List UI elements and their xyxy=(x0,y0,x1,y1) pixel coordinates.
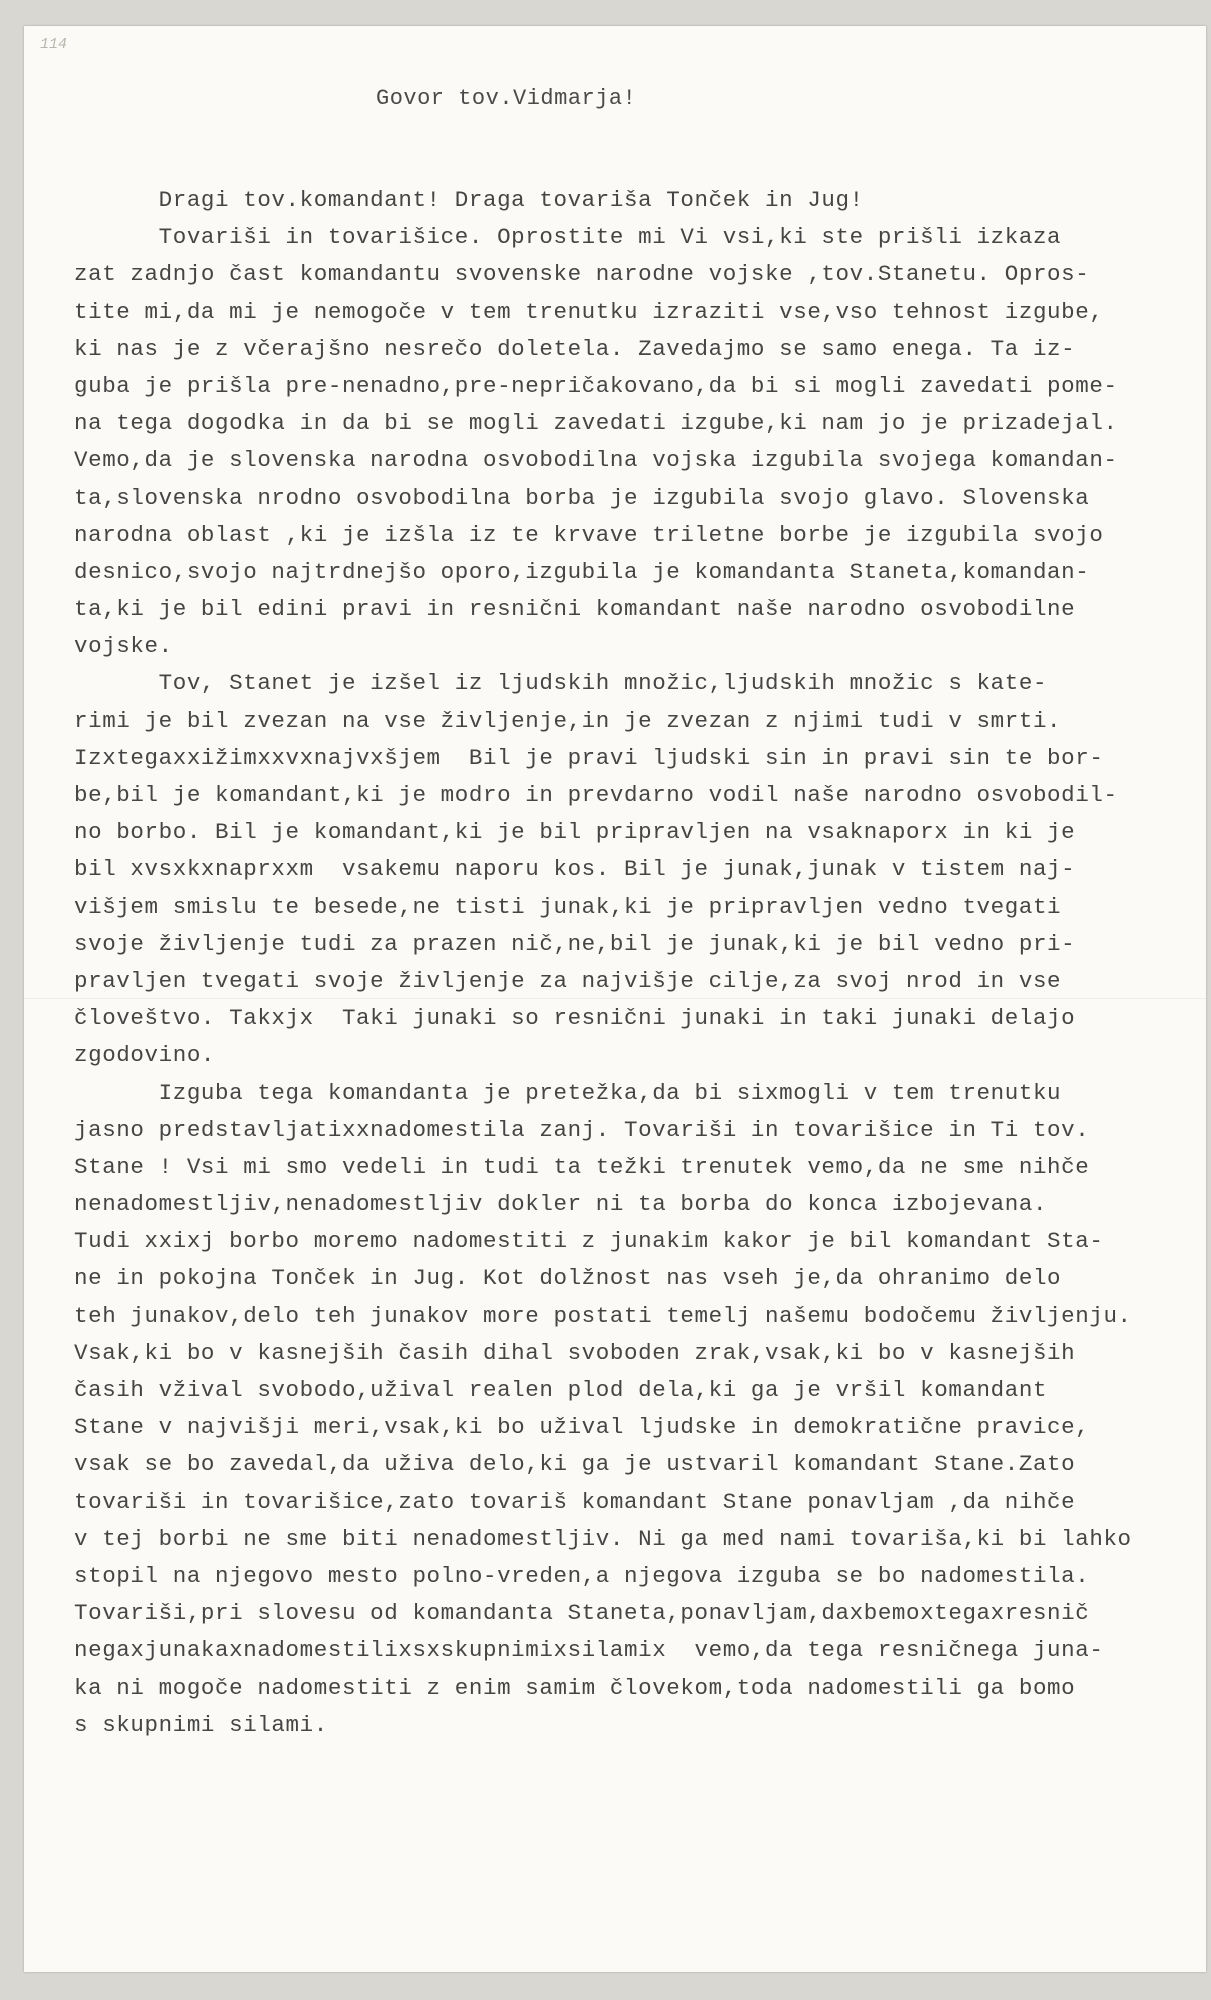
folio-number: 114 xyxy=(40,36,68,53)
text-line: tovariši in tovarišice,zato tovariš komandant Stane ponavljam ,da nihče xyxy=(74,1488,1076,1515)
text-line: ki nas je z včerajšno nesrečo doletela. Zavedajmo se samo enega. Ta iz- xyxy=(74,335,1076,362)
text-line: ne in pokojna Tonček in Jug. Kot dolžnost nas vseh je,da ohranimo delo xyxy=(74,1265,1062,1292)
text-line: pravljen tvegati svoje življenje za najvišje cilje,za svoj nrod in vse xyxy=(74,967,1062,994)
text-line: Tovariši in tovarišice. Oprostite mi Vi vsi,ki ste prišli izkaza xyxy=(74,224,1062,251)
text-line: vojske. xyxy=(74,633,173,660)
text-line: ka ni mogoče nadomestiti z enim samim človekom,toda nadomestili ga bomo xyxy=(74,1674,1076,1701)
text-line: Tovariši,pri slovesu od komandanta Staneta,ponavljam,daxbemoxtegaxresnič xyxy=(74,1600,1090,1627)
text-line: na tega dogodka in da bi se mogli zavedati izgube,ki nam jo je prizadejal. xyxy=(74,410,1118,437)
text-line: tite mi,da mi je nemogoče v tem trenutku izraziti vse,vso tehnost izgube, xyxy=(74,298,1104,325)
text-line: v tej borbi ne sme biti nenadomestljiv. Ni ga med nami tovariša,ki bi lahko xyxy=(74,1525,1132,1552)
text-line: s skupnimi silami. xyxy=(74,1711,328,1738)
speech-body xyxy=(74,182,1206,1744)
text-line: zgodovino. xyxy=(74,1042,216,1069)
text-line: stopil na njegovo mesto polno-vreden,a njegova izguba se bo nadomestila. xyxy=(74,1562,1090,1589)
text-line: časih vžival svobodo,užival realen plod dela,ki ga je vršil komandant xyxy=(74,1377,1048,1403)
text-line: jasno predstavljatixxnadomestila zanj. Tovariši in tovarišice in Ti tov. xyxy=(74,1116,1090,1143)
typewritten-sheet xyxy=(24,26,1206,1972)
text-line: desnico,svojo najtrdnejšo oporo,izgubila je komandanta Staneta,komandan- xyxy=(74,558,1090,585)
text-line: Izguba tega komandanta je pretežka,da bi sixmogli v tem trenutku xyxy=(74,1079,1062,1106)
text-line: Tudi xxixj borbo moremo nadomestiti z junakim kakor je bil komandant Sta- xyxy=(74,1228,1104,1255)
text-line: ta,ki je bil edini pravi in resnični komandant naše narodno osvobodilne xyxy=(74,596,1076,623)
text-line: Izxtegaxxižimxxvxnajvxšjem Bil je pravi ljudski sin in pravi sin te bor- xyxy=(74,744,1104,771)
text-line: Vsak,ki bo v kasnejših časih dihal svoboden zrak,vsak,ki bo v kasnejših xyxy=(74,1339,1076,1366)
text-line: Stane ! Vsi mi smo vedeli in tudi ta težki trenutek vemo,da ne sme nihče xyxy=(74,1153,1090,1180)
text-line: Tov, Stanet je izšel iz ljudskih množic,ljudskih množic s kate- xyxy=(74,670,1048,697)
text-line: vsak se bo zavedal,da uživa delo,ki ga je ustvaril komandant Stane.Zato xyxy=(74,1451,1076,1478)
text-line: višjem smislu te besede,ne tisti junak,ki je pripravljen vedno tvegati xyxy=(74,893,1062,920)
text-line: zat zadnjo čast komandantu svovenske narodne vojske ,tov.Stanetu. Opros- xyxy=(74,261,1090,288)
text-line: Vemo,da je slovenska narodna osvobodilna vojska izgubila svojega komandan- xyxy=(74,447,1118,474)
text-line: teh junakov,delo teh junakov more postati temelj našemu bodočemu življenju. xyxy=(74,1302,1132,1329)
text-line: Dragi tov.komandant! Draga tovariša Tonček in Jug! xyxy=(74,187,864,213)
text-line: svoje življenje tudi za prazen nič,ne,bil je junak,ki je bil vedno pri- xyxy=(74,930,1076,957)
text-line: be,bil je komandant,ki je modro in prevdarno vodil naše narodno osvobodil- xyxy=(74,782,1118,808)
text-line: narodna oblast ,ki je izšla iz te krvave triletne borbe je izgubila svojo xyxy=(74,521,1104,548)
text-line: no borbo. Bil je komandant,ki je bil pripravljen na vsaknaporx in ki je xyxy=(74,819,1076,846)
text-line: negaxjunakaxnadomestilixsxskupnimixsilamix vemo,da tega resničnega juna- xyxy=(74,1637,1104,1664)
text-line: bil xvsxkxnaprxxm vsakemu naporu kos. Bil je junak,junak v tistem naj- xyxy=(74,856,1076,883)
text-line: guba je prišla pre-nenadno,pre-nepričakovano,da bi si mogli zavedati pome- xyxy=(74,372,1118,399)
text-line: nenadomestljiv,nenadomestljiv dokler ni ta borba do konca izbojevana. xyxy=(74,1191,1048,1218)
text-line: ta,slovenska nrodno osvobodilna borba je izgubila svojo glavo. Slovenska xyxy=(74,484,1090,511)
text-line: Stane v najvišji meri,vsak,ki bo užival ljudske in demokratične pravice, xyxy=(74,1414,1090,1441)
text-line: rimi je bil zvezan na vse življenje,in je zvezan z njimi tudi v smrti. xyxy=(74,707,1062,734)
document-title: Govor tov.Vidmarja! xyxy=(376,86,637,111)
text-line: človeštvo. Takxjx Taki junaki so resnični junaki in taki junaki delajo xyxy=(74,1005,1076,1032)
